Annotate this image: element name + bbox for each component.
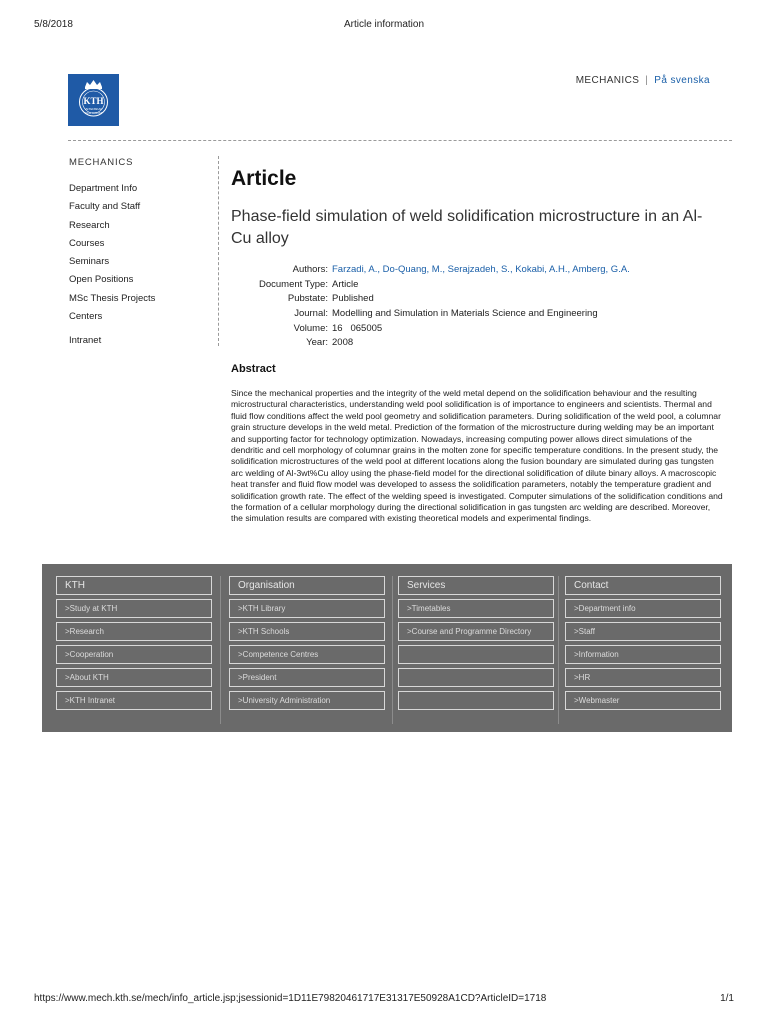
journal-value: Modelling and Simulation in Materials Science and Engineering — [332, 308, 598, 320]
footer-heading-contact: Contact — [565, 576, 721, 595]
meta-row-pubstate — [231, 292, 630, 307]
svg-text:VETENSKAP: VETENSKAP — [84, 107, 103, 111]
footer-column-contact — [565, 576, 721, 714]
kth-logo[interactable] — [68, 74, 119, 126]
page-title: Article — [231, 167, 297, 190]
sidebar-item-research[interactable]: Research — [69, 219, 110, 231]
footer-column-divider — [220, 576, 221, 724]
abstract-heading: Abstract — [231, 363, 276, 375]
sidebar-nav — [69, 157, 219, 351]
sidebar-item-msc-thesis-projects[interactable]: MSc Thesis Projects — [69, 292, 156, 304]
doctype-label: Document Type: — [258, 278, 328, 290]
footer-link-kth-intranet[interactable]: >KTH Intranet — [56, 691, 212, 710]
footer-column-kth — [56, 576, 212, 714]
print-title: Article information — [343, 19, 425, 30]
volume-value: 16 065005 — [332, 322, 383, 334]
footer-empty-cell — [398, 645, 554, 664]
footer-heading-organisation: Organisation — [229, 576, 385, 595]
top-nav-section[interactable]: MECHANICS — [575, 75, 640, 86]
doctype-value: Article — [332, 278, 359, 290]
footer-link-webmaster[interactable]: >Webmaster — [565, 691, 721, 710]
footer-empty-cell — [398, 691, 554, 710]
volume-label: Volume: — [293, 322, 328, 334]
pubstate-label: Pubstate: — [287, 293, 328, 305]
meta-row-doctype — [231, 278, 630, 293]
footer-link-research[interactable]: >Research — [56, 622, 212, 641]
sidebar-item-courses[interactable]: Courses — [69, 237, 105, 249]
svg-text:KTH: KTH — [83, 96, 104, 106]
sidebar-heading[interactable]: MECHANICS — [69, 157, 134, 168]
sidebar-item-seminars[interactable]: Seminars — [69, 256, 110, 268]
footer-link-competence-centres[interactable]: >Competence Centres — [229, 645, 385, 664]
main-content — [231, 166, 731, 250]
svg-text:OCH KONST: OCH KONST — [84, 111, 103, 115]
meta-row-authors — [231, 263, 630, 278]
authors-value[interactable]: Farzadi, A., Do-Quang, M., Serajzadeh, S., Kokabi, A.H., Amberg, G.A. — [332, 264, 630, 275]
footer-empty-cell — [398, 668, 554, 687]
footer-link-course-and-programme-directory[interactable]: >Course and Programme Directory — [398, 622, 554, 641]
footer-link-university-administration[interactable]: >University Administration — [229, 691, 385, 710]
abstract-text: Since the mechanical properties and the integrity of the weld metal depend on the solidification behaviour and the resulting microstructural characteristics, understanding weld pool solidification is of importance to engineers and scientists. Thermal and fluid flow conditions affect the weld pool geometry and solidification parameters. During solidification of the weld pool, a columnar grain structure develops in the weld metal. Prediction of the formation of the microstructure during welding may be an important and supporting factor for technology optimization. Nowadays, increasing computing power allows direct simulations of the dendritic and cell morphology of columnar grains in the molten zone for specific temperature conditions. In the present study, the solidification microstructures of the weld pool at different locations along the fusion boundary are simulated during gas tungsten arc welding of Al-3wt%Cu alloy using the phase-field model for the directional solidification of dilute binary alloys. A macroscopic heat transfer and fluid flow model was developed to assess the solidification parameters, notably the temperature gradient and solidification growth rate. The effect of the welding speed is investigated. Computer simulations of the solidification conditions and the formation of a cellular morphology during the directional solidification in gas tungsten arc welding are described. Moreover, the simulation results are compared with existing theoretical models and experimental findings. — [231, 388, 723, 524]
footer-link-information[interactable]: >Information — [565, 645, 721, 664]
meta-row-year — [231, 336, 630, 351]
sidebar-item-centers[interactable]: Centers — [69, 311, 103, 323]
sidebar-item-faculty-and-staff[interactable]: Faculty and Staff — [69, 201, 141, 213]
footer-link-president[interactable]: >President — [229, 668, 385, 687]
footer-link-kth-library[interactable]: >KTH Library — [229, 599, 385, 618]
print-page-number: 1/1 — [720, 993, 734, 1004]
year-value: 2008 — [332, 337, 354, 349]
journal-label: Journal: — [294, 308, 328, 320]
year-label: Year: — [306, 337, 328, 349]
footer-link-cooperation[interactable]: >Cooperation — [56, 645, 212, 664]
meta-row-volume — [231, 322, 630, 337]
language-switch-link[interactable]: På svenska — [654, 75, 710, 86]
sidebar-item-open-positions[interactable]: Open Positions — [69, 274, 134, 286]
sidebar-item-intranet[interactable]: Intranet — [69, 335, 102, 347]
pubstate-value: Published — [332, 293, 374, 305]
print-date: 5/8/2018 — [34, 19, 73, 30]
authors-label: Authors: — [292, 264, 328, 275]
footer-link-kth-schools[interactable]: >KTH Schools — [229, 622, 385, 641]
footer-heading-kth: KTH — [56, 576, 212, 595]
footer-link-timetables[interactable]: >Timetables — [398, 599, 554, 618]
footer-column-divider — [392, 576, 393, 724]
footer-column-organisation — [229, 576, 385, 714]
footer-link-hr[interactable]: >HR — [565, 668, 721, 687]
footer-link-study-at-kth[interactable]: >Study at KTH — [56, 599, 212, 618]
site-footer — [42, 564, 732, 732]
footer-link-department-info[interactable]: >Department info — [565, 599, 721, 618]
sidebar-divider — [218, 156, 219, 346]
footer-heading-services: Services — [398, 576, 554, 595]
top-nav-separator: | — [645, 75, 649, 86]
article-metadata — [231, 263, 630, 351]
kth-crown-icon — [68, 74, 119, 126]
meta-row-journal — [231, 307, 630, 322]
footer-link-about-kth[interactable]: >About KTH — [56, 668, 212, 687]
article-title: Phase-field simulation of weld solidification microstructure in an Al-Cu alloy — [231, 208, 703, 247]
top-nav — [576, 75, 710, 86]
footer-link-staff[interactable]: >Staff — [565, 622, 721, 641]
header-divider — [68, 140, 732, 141]
footer-column-divider — [558, 576, 559, 724]
sidebar-item-department-info[interactable]: Department Info — [69, 183, 138, 194]
footer-column-services — [398, 576, 554, 714]
print-url: https://www.mech.kth.se/mech/info_article.jsp;jsessionid=1D11E79820461717E31317E50928A1CD?ArticleID=1718 — [34, 993, 547, 1004]
